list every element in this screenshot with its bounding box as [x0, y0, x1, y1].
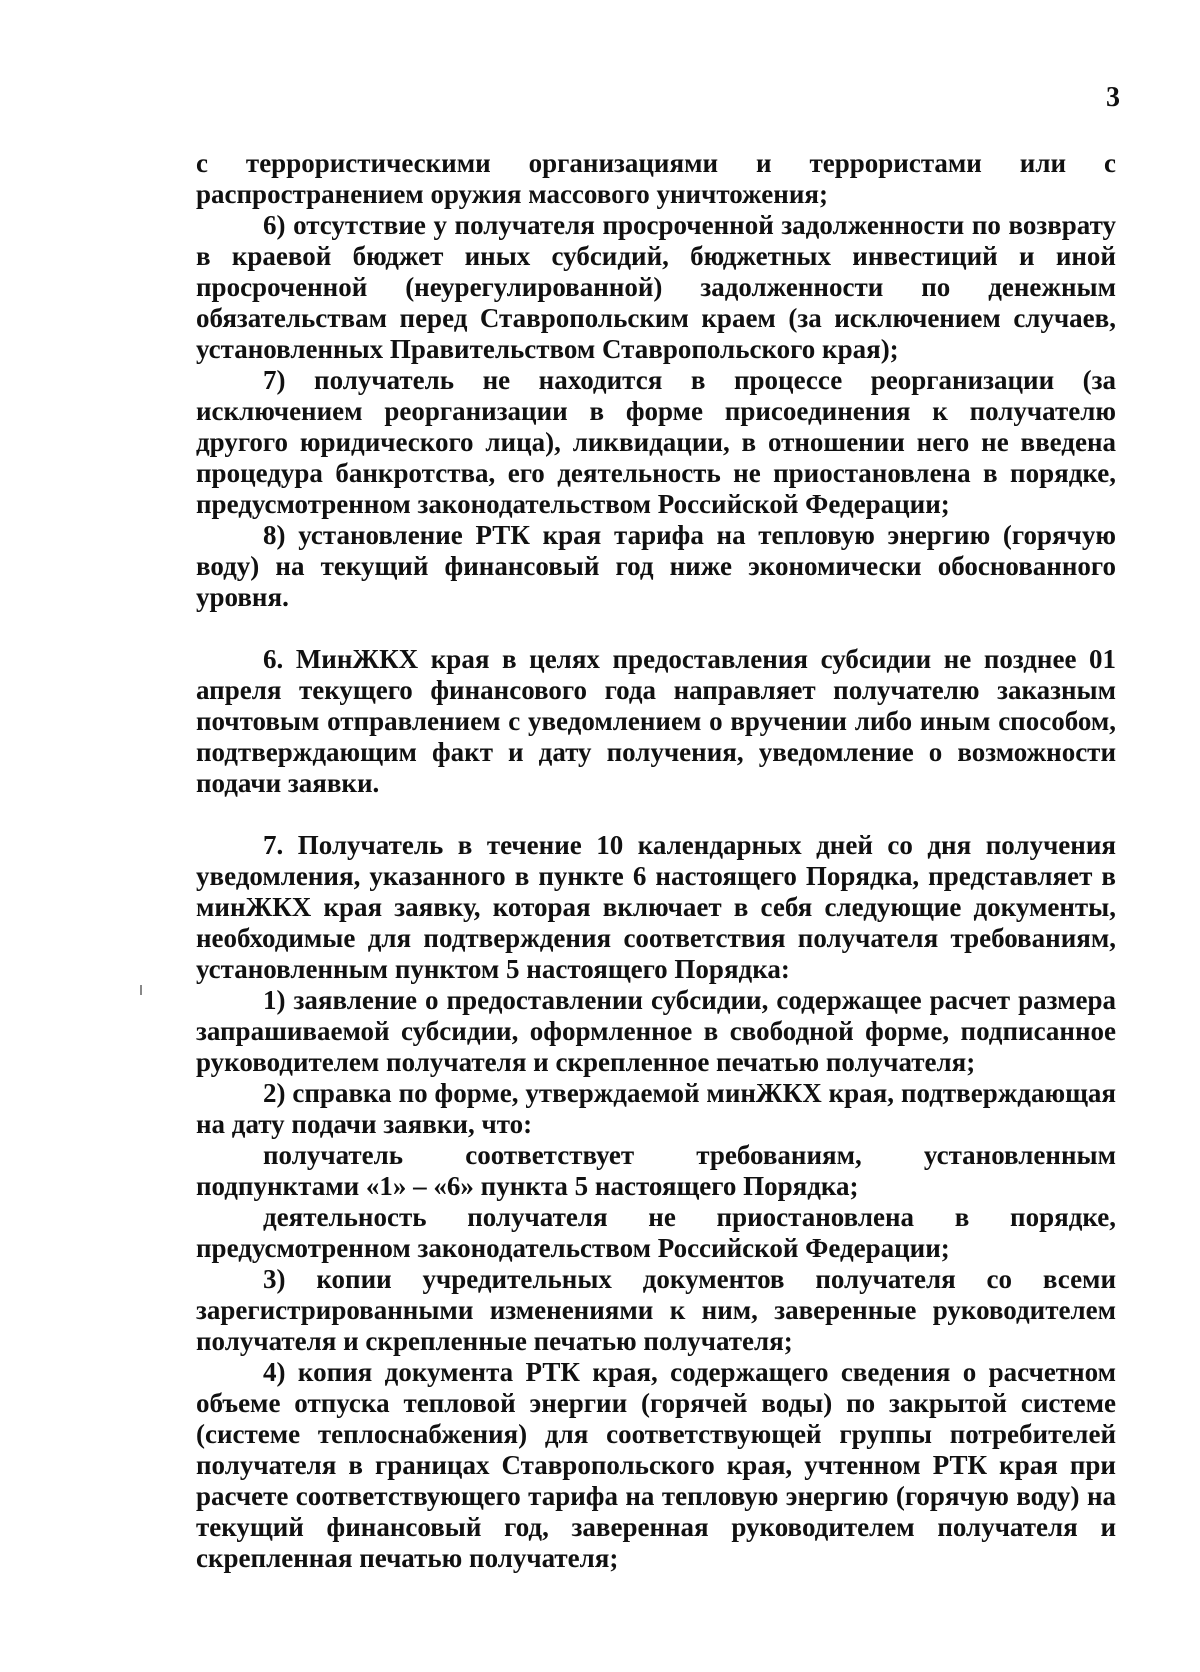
paragraph-continuation: с террористическими организациями и террористами или с распространением оружия массового уничтожения;: [196, 148, 1116, 209]
paragraph-item-6: 6) отсутствие у получателя просроченной задолженности по возврату в краевой бюджет иных субсидий, бюджетных инвестиций и иной просроченной (неурегулированной) задолженности по денежным обязательствам перед Ставропольским краем (за исключением случаев, установленных Правительством Ставропольского края);: [196, 210, 1116, 364]
paragraph-doc-4: 4) копия документа РТК края, содержащего сведения о расчетном объеме отпуска тепловой энергии (горячей воды) по закрытой системе (системе теплоснабжения) для соответствующей группы потребителей получателя в границах Ставропольского края, учтенном РТК края при расчете соответствующего тарифа на тепловую энергию (горячую воду) на текущий финансовый год, заверенная руководителем получателя и скрепленная печатью получателя;: [196, 1357, 1116, 1573]
paragraph-section-6: 6. МинЖКХ края в целях предоставления субсидии не позднее 01 апреля текущего финансового года направляет получателю заказным почтовым отправлением с уведомлением о вручении либо иным способом, подтверждающим факт и дату получения, уведомление о возможности подачи заявки.: [196, 644, 1116, 798]
document-body: [196, 148, 1116, 1574]
paragraph-doc-2-clause-b: деятельность получателя не приостановлена в порядке, предусмотренном законодательством Российской Федерации;: [196, 1202, 1116, 1263]
paragraph-doc-1: 1) заявление о предоставлении субсидии, содержащее расчет размера запрашиваемой субсидии, оформленное в свободной форме, подписанное руководителем получателя и скрепленное печатью получателя;: [196, 985, 1116, 1077]
paragraph-doc-2-clause-a: получатель соответствует требованиям, установленным подпунктами «1» – «6» пункта 5 настоящего Порядка;: [196, 1140, 1116, 1201]
page-number: 3: [1106, 82, 1120, 113]
paragraph-doc-2: 2) справка по форме, утверждаемой минЖКХ края, подтверждающая на дату подачи заявки, что:: [196, 1078, 1116, 1139]
paragraph-doc-3: 3) копии учредительных документов получателя со всеми зарегистрированными изменениями к ним, заверенные руководителем получателя и скрепленные печатью получателя;: [196, 1264, 1116, 1356]
paragraph-item-7: 7) получатель не находится в процессе реорганизации (за исключением реорганизации в форме присоединения к получателю другого юридического лица), ликвидации, в отношении него не введена процедура банкротства, его деятельность не приостановлена в порядке, предусмотренном законодательством Российской Федерации;: [196, 365, 1116, 519]
paragraph-item-8: 8) установление РТК края тарифа на тепловую энергию (горячую воду) на текущий финансовый год ниже экономически обоснованного уровня.: [196, 520, 1116, 612]
margin-mark: [140, 985, 142, 995]
paragraph-section-7: 7. Получатель в течение 10 календарных дней со дня получения уведомления, указанного в пункте 6 настоящего Порядка, представляет в минЖКХ края заявку, которая включает в себя следующие документы, необходимые для подтверждения соответствия получателя требованиям, установленным пунктом 5 настоящего Порядка:: [196, 830, 1116, 984]
